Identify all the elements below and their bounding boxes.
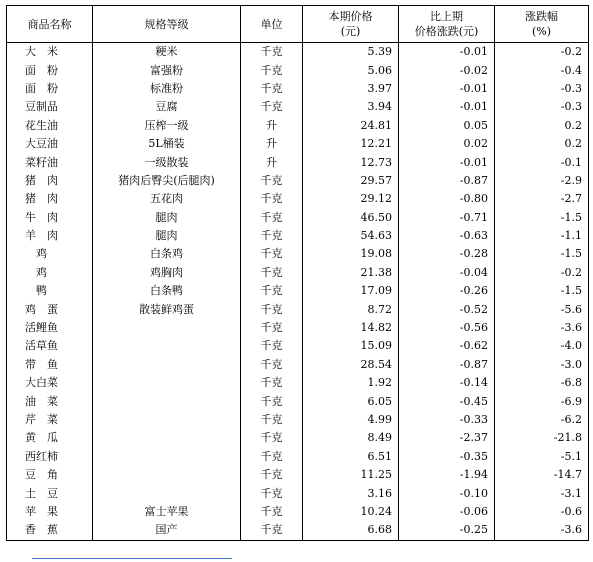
cell-spec	[93, 356, 241, 374]
cell-change: -0.01	[399, 98, 495, 116]
cell-price: 21.38	[303, 264, 399, 282]
table-row	[7, 135, 589, 153]
cell-pct: -6.9	[495, 392, 589, 410]
cell-change: -0.26	[399, 282, 495, 300]
cell-price: 6.51	[303, 448, 399, 466]
table-row	[7, 172, 589, 190]
header-change	[399, 6, 495, 43]
cell-price: 19.08	[303, 245, 399, 263]
cell-price: 5.06	[303, 61, 399, 79]
cell-price: 3.16	[303, 484, 399, 502]
cell-pct: -0.6	[495, 503, 589, 521]
cell-pct: -0.2	[495, 264, 589, 282]
cell-name: 黄 瓜	[7, 429, 93, 447]
cell-pct: -6.2	[495, 411, 589, 429]
cell-unit: 升	[241, 117, 303, 135]
cell-name: 豆制品	[7, 98, 93, 116]
cell-unit: 千克	[241, 80, 303, 98]
cell-pct: -1.5	[495, 282, 589, 300]
cell-unit: 千克	[241, 429, 303, 447]
cell-unit: 千克	[241, 300, 303, 318]
cell-change: 0.02	[399, 135, 495, 153]
table-row	[7, 245, 589, 263]
cell-spec: 豆腐	[93, 98, 241, 116]
cell-spec: 压榨一级	[93, 117, 241, 135]
cell-change: -0.02	[399, 61, 495, 79]
cell-name: 鸡	[7, 264, 93, 282]
cell-pct: -2.7	[495, 190, 589, 208]
cell-spec: 猪肉后臀尖(后腿肉)	[93, 172, 241, 190]
cell-change: -0.04	[399, 264, 495, 282]
table-row	[7, 190, 589, 208]
cell-change: -0.06	[399, 503, 495, 521]
cell-change: -0.80	[399, 190, 495, 208]
cell-name: 鸭	[7, 282, 93, 300]
header-name: 商品名称	[7, 6, 93, 43]
cell-spec: 白条鸡	[93, 245, 241, 263]
cell-spec: 腿肉	[93, 209, 241, 227]
cell-spec	[93, 319, 241, 337]
table-row	[7, 466, 589, 484]
cell-change: -0.14	[399, 374, 495, 392]
cell-unit: 千克	[241, 264, 303, 282]
cell-pct: -1.1	[495, 227, 589, 245]
cell-name: 香 蕉	[7, 521, 93, 540]
header-pct	[495, 6, 589, 43]
table-row	[7, 337, 589, 355]
cell-name: 菜籽油	[7, 153, 93, 171]
cell-price: 6.68	[303, 521, 399, 540]
cell-unit: 升	[241, 153, 303, 171]
cell-price: 12.73	[303, 153, 399, 171]
cell-name: 面 粉	[7, 61, 93, 79]
table-row	[7, 319, 589, 337]
cell-change: -0.56	[399, 319, 495, 337]
cell-spec	[93, 429, 241, 447]
table-row	[7, 429, 589, 447]
cell-price: 54.63	[303, 227, 399, 245]
cell-price: 5.39	[303, 43, 399, 62]
cell-spec: 富士苹果	[93, 503, 241, 521]
header-spec: 规格等级	[93, 6, 241, 43]
cell-name: 花生油	[7, 117, 93, 135]
cell-pct: -5.1	[495, 448, 589, 466]
cell-price: 11.25	[303, 466, 399, 484]
cell-price: 28.54	[303, 356, 399, 374]
cell-change: -0.87	[399, 356, 495, 374]
header-price	[303, 6, 399, 43]
cell-price: 8.72	[303, 300, 399, 318]
cell-spec	[93, 337, 241, 355]
header-change-line1: 比上期	[430, 10, 463, 23]
cell-spec: 粳米	[93, 43, 241, 62]
cell-price: 8.49	[303, 429, 399, 447]
cell-pct: -0.2	[495, 43, 589, 62]
cell-name: 大 米	[7, 43, 93, 62]
cell-change: -0.28	[399, 245, 495, 263]
cell-change: -0.45	[399, 392, 495, 410]
cell-price: 10.24	[303, 503, 399, 521]
header-unit: 单位	[241, 6, 303, 43]
cell-price: 17.09	[303, 282, 399, 300]
cell-spec	[93, 374, 241, 392]
cell-spec: 5L桶装	[93, 135, 241, 153]
cell-unit: 升	[241, 135, 303, 153]
cell-price: 29.57	[303, 172, 399, 190]
cell-price: 3.94	[303, 98, 399, 116]
cell-unit: 千克	[241, 411, 303, 429]
table-row	[7, 484, 589, 502]
cell-pct: -0.3	[495, 98, 589, 116]
cell-unit: 千克	[241, 466, 303, 484]
cell-unit: 千克	[241, 282, 303, 300]
cell-unit: 千克	[241, 190, 303, 208]
cell-price: 15.09	[303, 337, 399, 355]
cell-pct: -6.8	[495, 374, 589, 392]
table-row	[7, 282, 589, 300]
table-row	[7, 392, 589, 410]
cell-unit: 千克	[241, 227, 303, 245]
table-row	[7, 521, 589, 540]
cell-spec	[93, 466, 241, 484]
cell-pct: -3.1	[495, 484, 589, 502]
cell-name: 活鲤鱼	[7, 319, 93, 337]
cell-price: 4.99	[303, 411, 399, 429]
cell-pct: -1.5	[495, 209, 589, 227]
cell-spec: 一级散装	[93, 153, 241, 171]
cell-spec: 国产	[93, 521, 241, 540]
cell-spec	[93, 392, 241, 410]
cell-change: 0.05	[399, 117, 495, 135]
table-row	[7, 448, 589, 466]
cell-price: 29.12	[303, 190, 399, 208]
cell-unit: 千克	[241, 448, 303, 466]
cell-pct: -4.0	[495, 337, 589, 355]
cell-change: -0.10	[399, 484, 495, 502]
cell-unit: 千克	[241, 503, 303, 521]
cell-name: 大白菜	[7, 374, 93, 392]
cell-change: -2.37	[399, 429, 495, 447]
cell-name: 猪 肉	[7, 172, 93, 190]
header-pct-line2: (%)	[531, 25, 552, 38]
cell-price: 14.82	[303, 319, 399, 337]
cell-unit: 千克	[241, 356, 303, 374]
cell-spec: 标准粉	[93, 80, 241, 98]
header-price-line2: (元)	[340, 25, 361, 38]
table-row	[7, 43, 589, 62]
cell-pct: -14.7	[495, 466, 589, 484]
table-row	[7, 80, 589, 98]
cell-name: 苹 果	[7, 503, 93, 521]
cell-name: 鸡 蛋	[7, 300, 93, 318]
cell-change: -0.62	[399, 337, 495, 355]
cell-change: -0.33	[399, 411, 495, 429]
table-row	[7, 153, 589, 171]
cell-change: -0.35	[399, 448, 495, 466]
cell-price: 24.81	[303, 117, 399, 135]
price-table	[6, 5, 589, 541]
cell-spec	[93, 448, 241, 466]
cell-name: 活草鱼	[7, 337, 93, 355]
cell-price: 3.97	[303, 80, 399, 98]
cell-unit: 千克	[241, 521, 303, 540]
cell-name: 猪 肉	[7, 190, 93, 208]
header-price-line1: 本期价格	[328, 10, 373, 23]
cell-price: 46.50	[303, 209, 399, 227]
cell-spec: 白条鸭	[93, 282, 241, 300]
table-row	[7, 117, 589, 135]
cell-change: -0.25	[399, 521, 495, 540]
cell-pct: -2.9	[495, 172, 589, 190]
cell-unit: 千克	[241, 484, 303, 502]
cell-name: 羊 肉	[7, 227, 93, 245]
cell-change: -0.01	[399, 43, 495, 62]
cell-change: -0.71	[399, 209, 495, 227]
table-row	[7, 227, 589, 245]
cell-spec: 鸡胸肉	[93, 264, 241, 282]
cell-unit: 千克	[241, 61, 303, 79]
cell-unit: 千克	[241, 374, 303, 392]
cell-spec: 散装鲜鸡蛋	[93, 300, 241, 318]
table-header-row	[7, 6, 589, 43]
cell-change: -0.52	[399, 300, 495, 318]
cell-pct: -3.0	[495, 356, 589, 374]
cell-name: 豆 角	[7, 466, 93, 484]
cell-change: -0.87	[399, 172, 495, 190]
cell-spec: 腿肉	[93, 227, 241, 245]
cell-change: -0.63	[399, 227, 495, 245]
table-row	[7, 356, 589, 374]
cell-name: 牛 肉	[7, 209, 93, 227]
table-row	[7, 374, 589, 392]
price-table-container	[6, 5, 588, 541]
table-row	[7, 264, 589, 282]
cell-pct: -0.1	[495, 153, 589, 171]
cell-unit: 千克	[241, 245, 303, 263]
cell-spec	[93, 484, 241, 502]
cell-change: -0.01	[399, 80, 495, 98]
cell-name: 大豆油	[7, 135, 93, 153]
cell-price: 6.05	[303, 392, 399, 410]
cell-pct: -0.4	[495, 61, 589, 79]
cell-unit: 千克	[241, 392, 303, 410]
cell-change: -0.01	[399, 153, 495, 171]
cell-change: -1.94	[399, 466, 495, 484]
cell-pct: -5.6	[495, 300, 589, 318]
cell-spec: 富强粉	[93, 61, 241, 79]
cell-name: 土 豆	[7, 484, 93, 502]
cell-pct: -1.5	[495, 245, 589, 263]
cell-pct: -21.8	[495, 429, 589, 447]
footer-divider	[32, 558, 232, 559]
cell-unit: 千克	[241, 172, 303, 190]
cell-price: 12.21	[303, 135, 399, 153]
table-row	[7, 209, 589, 227]
cell-unit: 千克	[241, 98, 303, 116]
cell-name: 带 鱼	[7, 356, 93, 374]
cell-unit: 千克	[241, 319, 303, 337]
cell-pct: 0.2	[495, 117, 589, 135]
table-row	[7, 98, 589, 116]
table-row	[7, 300, 589, 318]
cell-unit: 千克	[241, 209, 303, 227]
cell-spec	[93, 411, 241, 429]
cell-pct: -0.3	[495, 80, 589, 98]
cell-name: 鸡	[7, 245, 93, 263]
table-row	[7, 503, 589, 521]
cell-price: 1.92	[303, 374, 399, 392]
cell-unit: 千克	[241, 337, 303, 355]
cell-unit: 千克	[241, 43, 303, 62]
cell-pct: 0.2	[495, 135, 589, 153]
header-pct-line1: 涨跌幅	[525, 10, 558, 23]
cell-name: 芹 菜	[7, 411, 93, 429]
table-row	[7, 61, 589, 79]
header-change-line2: 价格涨跌(元)	[414, 25, 479, 38]
table-body	[7, 43, 589, 541]
cell-name: 西红柿	[7, 448, 93, 466]
cell-name: 面 粉	[7, 80, 93, 98]
cell-pct: -3.6	[495, 521, 589, 540]
table-row	[7, 411, 589, 429]
cell-spec: 五花肉	[93, 190, 241, 208]
cell-pct: -3.6	[495, 319, 589, 337]
cell-name: 油 菜	[7, 392, 93, 410]
